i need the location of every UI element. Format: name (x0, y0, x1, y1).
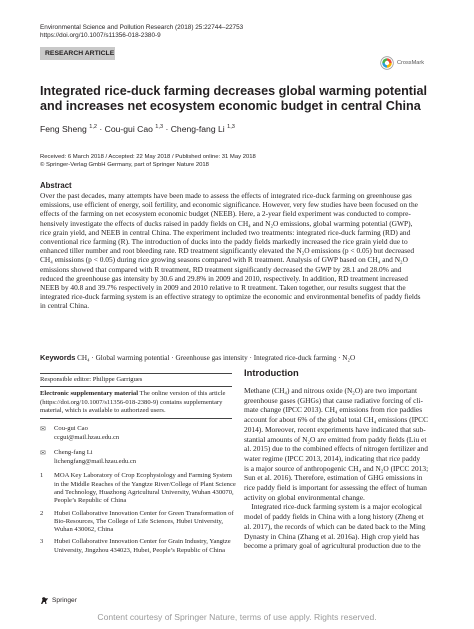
abstract-line: conventional rice farming (R). The introduction of ducks into the paddy fields markedly increased the rice grain yield due to (40, 237, 408, 247)
intro-line: al. 2017), the records of which can be dated back to the Ming (244, 521, 426, 531)
affiliation-line: University, Jingzhou 434023, Hubei, People’s Republic of China (54, 546, 225, 554)
supplementary-material (40, 387, 232, 419)
affiliation-line: MOA Key Laboratory of Crop Ecophysiology and Farming System (54, 472, 233, 480)
doi-link[interactable]: https://doi.org/10.1007/s11356-018-2380-9 (40, 32, 161, 40)
abstract-line: emissions, use efficient of energy, soil fertility, and economic significance. However, very few studies have been focused on the (40, 200, 418, 210)
intro-line: stantial amounts of N₂O are emitted from paddy fields (Liu et (244, 434, 427, 444)
author-list (40, 124, 235, 134)
affiliation-line: Hubei Collaborative Innovation Center for Green Transformation of (54, 509, 234, 517)
esm-link[interactable]: (https://doi.org/10.1007/s11356-018-2380-9) contains supplementary (40, 398, 223, 406)
intro-line: activity on global environmental change. (244, 492, 365, 502)
author-name[interactable]: Cheng-fang Li (170, 124, 225, 134)
intro-line: Sun et al. 2016). Therefore, estimation of GHG emissions in (244, 473, 423, 483)
crossmark-button[interactable] (380, 56, 424, 70)
intro-line: become a primary goal of agricultural production due to the (244, 541, 421, 551)
author-affiliation: 1,3 (227, 124, 235, 131)
esm-label: Electronic supplementary material (40, 390, 139, 398)
contact-email[interactable]: lichengfang@mail.hzau.edu.cn (54, 458, 137, 466)
author-affiliation: 1,2 (89, 124, 97, 131)
intro-line: account for about 6% of the global total CH₄ emissions (IPCC (244, 415, 429, 425)
corresponding-authors (40, 425, 232, 466)
contact-name: Cheng-fang Li (54, 448, 93, 456)
affiliation-line: Hubei Collaborative Innovation Center for Grain Industry, Yangtze (54, 538, 231, 546)
mail-icon: ✉ (40, 448, 46, 457)
intro-line: 2014). Moreover, recent experiments have indicated that sub- (244, 424, 426, 434)
article-title (40, 84, 440, 113)
affiliation-number: 2 (40, 509, 44, 517)
introduction-body (244, 386, 444, 551)
copyright-notice: © Springer-Verlag GmbH Germany, part of Springer Nature 2018 (40, 162, 209, 168)
keywords-text: CH₄ · Global warming potential · Greenhouse gas intensity · Integrated rice-duck farming · N₂O (77, 354, 356, 362)
abstract-line: reduced the greenhouse gas intensity by 30.6 and 29.8% in 2009 and 2010, respectively. In addition, RD treatment increased (40, 273, 408, 283)
crossmark-label: CrossMark (397, 60, 425, 66)
esm-text: The online version of this article (139, 390, 226, 398)
affiliation (54, 510, 236, 535)
author-name[interactable]: Cou-gui Cao (104, 124, 153, 134)
contact-name: Cou-gui Cao (54, 425, 88, 433)
affiliation-line: Bio-Resources, The College of Life Sciences, Hubei University, (54, 517, 224, 525)
abstract-heading: Abstract (40, 181, 72, 190)
springer-logo (40, 596, 77, 605)
affiliation-number: 3 (40, 538, 44, 546)
intro-line: greenhouse gases (GHGs) that cause radiative forcing of cli- (244, 395, 423, 405)
footnotes-column (40, 373, 236, 555)
abstract-line: NEEB by 40.8 and 39.7% respectively in 2009 and 2010 relative to R treatment. Taken together, our results suggest that the (40, 283, 406, 293)
affiliation-number: 1 (40, 472, 44, 480)
intro-line: Integrated rice-duck farming system is a major ecological (244, 502, 422, 512)
abstract-line: rice grain yield, and NEEB in central China. The experiment included two treatments: integrated rice-duck farming (RD) and (40, 227, 411, 237)
responsible-editor: Responsible editor: Philippe Garrigues (40, 373, 232, 387)
affiliation-line: Wuhan 430062, China (54, 526, 114, 534)
intro-line: is a major source of anthropogenic CH₄ and N₂O (IPCC 2013; (244, 463, 429, 473)
intro-line: rice paddy field is important for assessing the effect of human (244, 483, 427, 493)
abstract-line: emissions showed that compared with R treatment, RD treatment significantly decreased the GWP by 28.1 and 28.0% and (40, 264, 402, 274)
publication-dates (40, 153, 256, 169)
introduction-heading: Introduction (244, 367, 299, 378)
springer-logo-text: Springer (52, 597, 77, 604)
intro-line: Methane (CH₄) and nitrous oxide (N₂O) are two important (244, 386, 418, 395)
journal-citation: Environmental Science and Pollution Research (2018) 25:22744–22753 (40, 24, 244, 31)
esm-text: material, which is available to authorized users. (40, 406, 166, 414)
courtesy-notice: Content courtesy of Springer Nature, terms of use apply. Rights reserved. (97, 612, 377, 622)
intro-line: model of paddy fields in China with a long history (Zheng et (244, 512, 424, 522)
intro-line: water regime (IPCC 2013, 2014), indicating that rice paddy (244, 453, 421, 463)
abstract-line: in central China. (40, 301, 90, 311)
intro-line: al. 2015) due to the combined effects of nitrogen fertilizer and (244, 444, 428, 454)
crossmark-icon (380, 56, 394, 70)
author-separator: · (163, 124, 171, 134)
abstract-line: effects of the farming on net ecosystem economic budget (NEEB). Here, a 2-year field experiment was conducted to compre- (40, 209, 411, 219)
affiliation (54, 472, 236, 505)
received-dates: Received: 6 March 2018 / Accepted: 22 May 2018 / Published online: 31 May 2018 (40, 154, 256, 160)
affiliation-line: in the Middle Reaches of the Yangtze River/College of Plant Science (54, 480, 236, 488)
title-line: Integrated rice-duck farming decreases global warming potential (40, 84, 428, 98)
intro-line: mate change (IPCC 2013). CH₄ emissions from rice paddies (244, 405, 423, 415)
affiliation-line: People’s Republic of China (54, 497, 127, 505)
author-name[interactable]: Feng Sheng (40, 124, 87, 134)
title-line: and increases net ecosystem economic budget in central China (40, 98, 421, 113)
abstract-line: enhanced tiller number and root bleeding rate. RD treatment significantly elevated the N₂O emissions (p < 0.05) but decreased (40, 246, 415, 256)
keywords-label: Keywords (40, 353, 76, 362)
affiliation-line: and Technology, Huazhong Agricultural University, Wuhan 430070, (54, 488, 234, 496)
author-affiliation: 1,3 (155, 124, 164, 131)
contact-email[interactable]: ccgui@mail.hzau.edu.cn (54, 434, 120, 442)
abstract-line: CH₄ emissions (p < 0.05) during rice growing seasons compared with R treatment. Analysis of GWP based on CH₄ and N₂O (40, 255, 408, 265)
abstract-line: Over the past decades, many attempts have been made to assess the effects of integrated rice-duck farming on greenhouse gas (40, 191, 412, 200)
abstract-line: integrated rice-duck farming system is an effective strategy to optimize the economic and environmental benefits of paddy fields (40, 292, 421, 302)
springer-horse-icon (40, 596, 49, 605)
mail-icon: ✉ (40, 425, 46, 434)
journal-header (40, 24, 243, 41)
keywords (40, 353, 355, 362)
abstract-body (40, 191, 444, 311)
abstract-line: hensively investigate the effects of ducks raised in paddy fields on CH₄ and N₂O emissions, global warming potential (GWP), (40, 218, 413, 228)
affiliation (54, 538, 236, 555)
intro-line: Dynasty in China (Zhang et al. 2016a). High crop yield has (244, 531, 420, 541)
author-separator: · (97, 124, 105, 134)
article-type-badge: RESEARCH ARTICLE (40, 47, 115, 60)
affiliations (40, 472, 236, 555)
introduction-section (244, 367, 444, 551)
